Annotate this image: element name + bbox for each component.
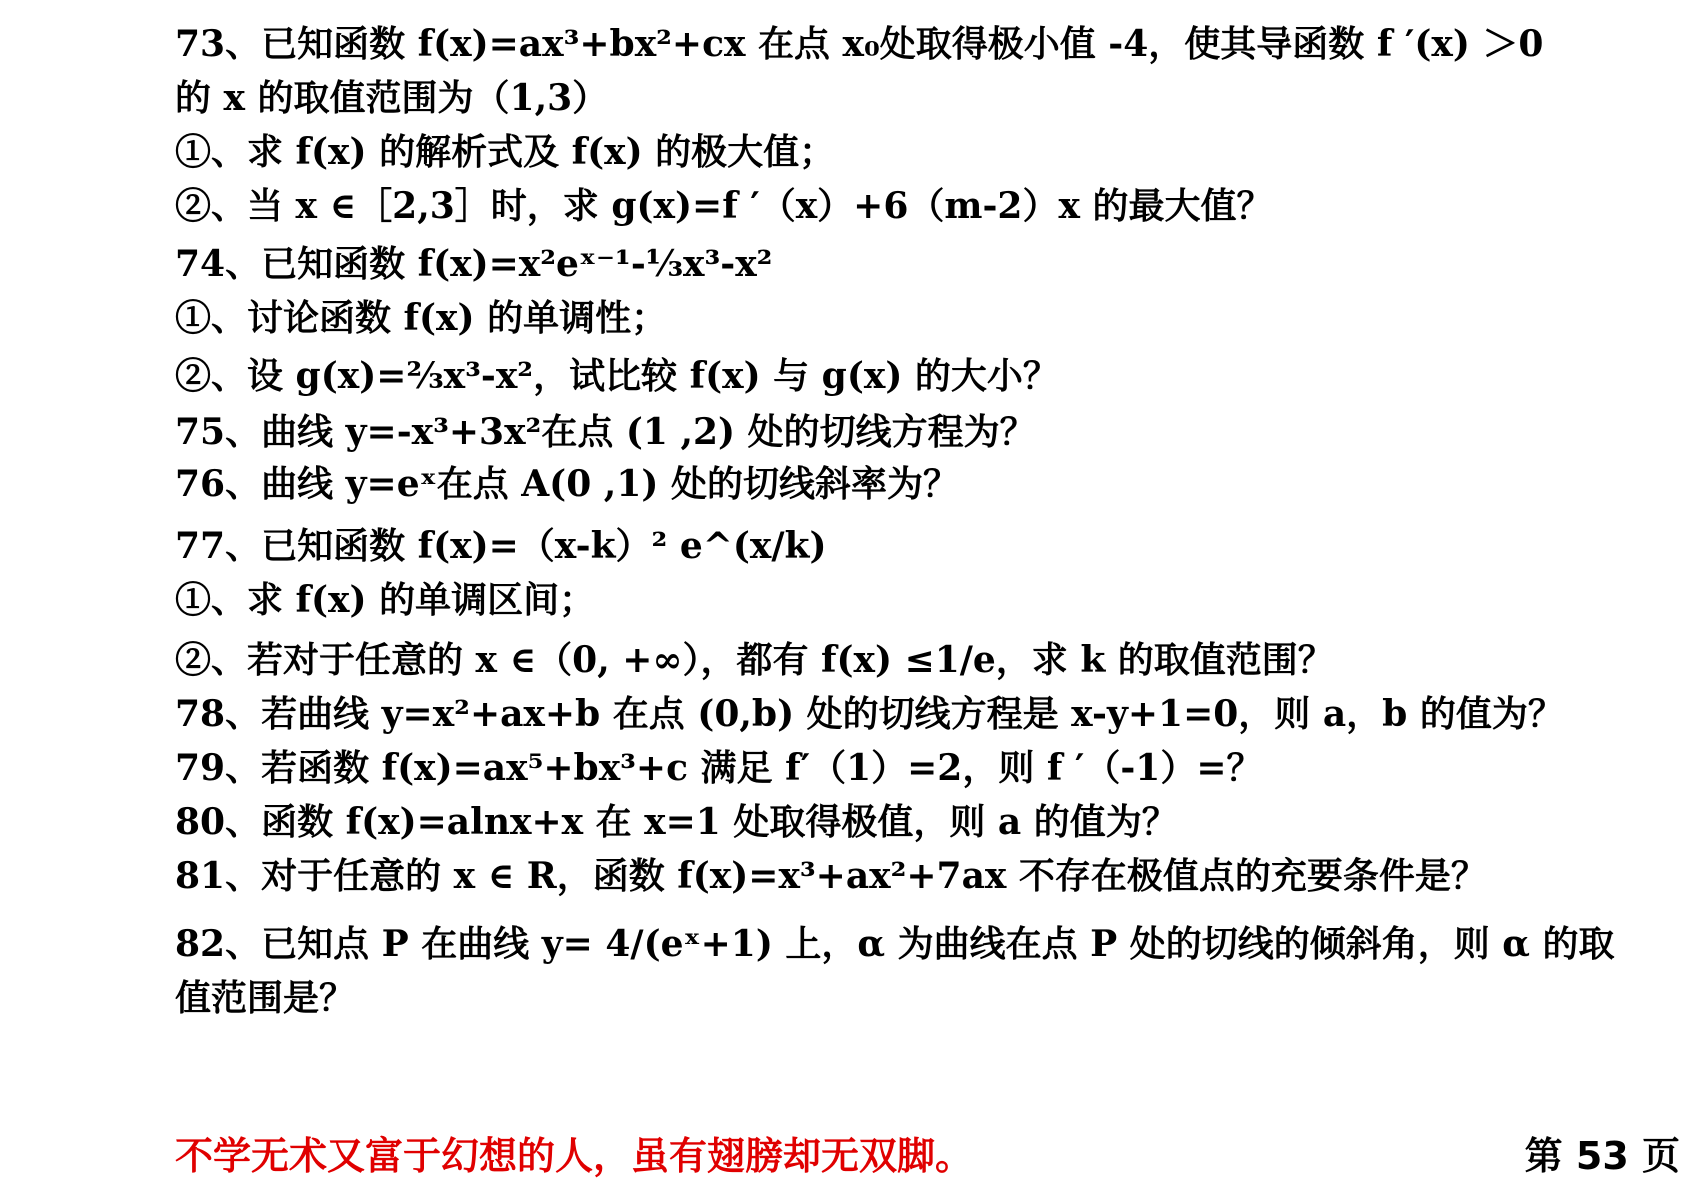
problem-74-part-2: ②、设 g(x)=⅔x³-x²，试比较 f(x) 与 g(x) 的大小？ [175,355,1059,397]
problem-82-line-1: 82、已知点 P 在曲线 y= 4/(eˣ+1) 上，α 为曲线在点 P 处的切线的倾斜角，则 α 的取 [175,923,1615,965]
problem-75-line: 75、曲线 y=-x³+3x²在点 (1 ,2) 处的切线方程为？ [175,411,1036,453]
problem-79-line: 79、若函数 f(x)=ax⁵+bx³+c 满足 f′（1）=2，则 f ′（-1）=？ [175,747,1263,789]
problem-74-line: 74、已知函数 f(x)=x²eˣ⁻¹-⅓x³-x² [175,243,773,285]
problem-73-part-1: ①、求 f(x) 的解析式及 f(x) 的极大值； [175,131,836,173]
problem-76-line: 76、曲线 y=eˣ在点 A(0 ,1) 处的切线斜率为？ [175,463,959,505]
problem-80-line: 80、函数 f(x)=alnx+x 在 x=1 处取得极值，则 a 的值为？ [175,801,1178,843]
problem-82-line-2: 值范围是？ [175,977,356,1019]
footer-motto: 不学无术又富于幻想的人，虽有翅膀却无双脚。 [175,1133,974,1178]
page-number: 第 53 页 [1524,1134,1680,1178]
problem-77-line: 77、已知函数 f(x)=（x-k）² e^(x/k) [175,525,827,567]
problem-81-line: 81、对于任意的 x ∈ R，函数 f(x)=x³+ax²+7ax 不存在极值点的充要条件是？ [175,855,1487,897]
problem-77-part-1: ①、求 f(x) 的单调区间； [175,579,596,621]
problem-73-line-1: 73、已知函数 f(x)=ax³+bx²+cx 在点 x₀处取得极小值 -4，使其导函数 f ′(x) ＞0 [175,23,1544,65]
problem-74-part-1: ①、讨论函数 f(x) 的单调性； [175,297,668,339]
problem-73-part-2: ②、当 x ∈［2,3］时，求 g(x)=f ′（x）+6（m-2）x 的最大值？ [175,185,1273,227]
problem-73-line-2: 的 x 的取值范围为（1,3） [175,77,609,119]
problem-77-part-2: ②、若对于任意的 x ∈（0, +∞），都有 f(x) ≤1/e，求 k 的取值范围？ [175,639,1334,681]
problem-78-line: 78、若曲线 y=x²+ax+b 在点 (0,b) 处的切线方程是 x-y+1=0，则 a，b 的值为？ [175,693,1564,735]
